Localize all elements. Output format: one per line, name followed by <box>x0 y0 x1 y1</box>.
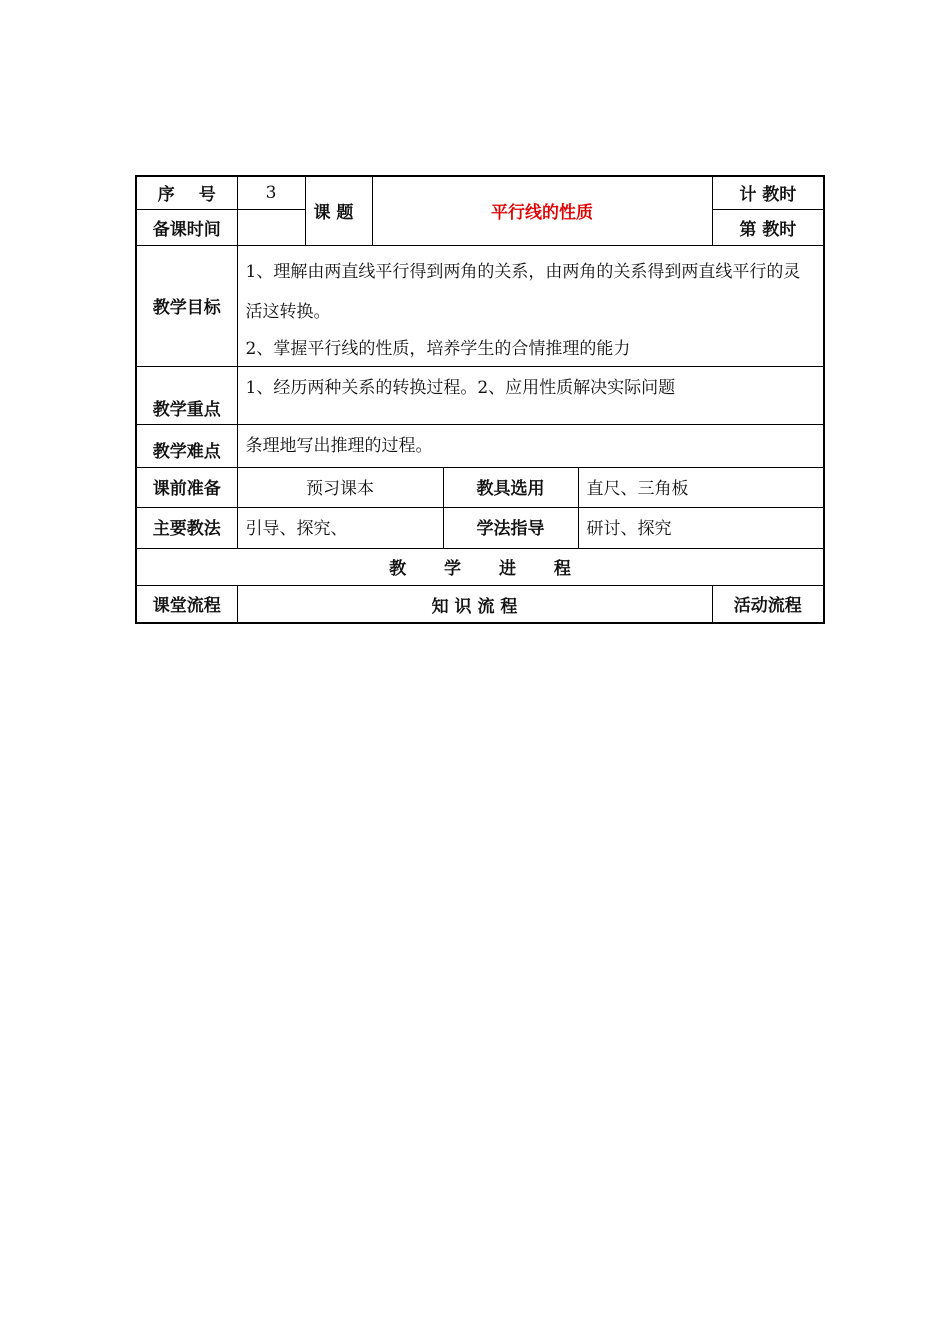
hours-label: 计 教时 <box>712 176 824 209</box>
lesson-no-label: 第 教时 <box>712 209 824 245</box>
topic-value: 平行线的性质 <box>372 176 712 245</box>
process-title: 教 学 进 程 <box>136 548 824 585</box>
seq-value: 3 <box>237 176 305 209</box>
topic-label: 课 题 <box>305 176 372 245</box>
tools-value: 直尺、三角板 <box>578 467 824 507</box>
study-label: 学法指导 <box>443 507 578 548</box>
tools-label: 教具选用 <box>443 467 578 507</box>
objectives-cell <box>237 245 824 366</box>
key-points-label: 教学重点 <box>136 366 237 424</box>
table-row <box>136 176 824 209</box>
method-label: 主要教法 <box>136 507 237 548</box>
table-row <box>136 245 824 366</box>
table-row <box>136 548 824 585</box>
activity-label: 活动流程 <box>712 585 824 623</box>
prep-time-value <box>237 209 305 245</box>
table-row <box>136 467 824 507</box>
key-points-value: 1、经历两种关系的转换过程。2、应用性质解决实际问题 <box>237 366 824 424</box>
method-value: 引导、探究、 <box>237 507 443 548</box>
table-row <box>136 585 824 623</box>
prep-time-label: 备课时间 <box>136 209 237 245</box>
objectives-label: 教学目标 <box>136 245 237 366</box>
table-row <box>136 507 824 548</box>
table-row <box>136 366 824 424</box>
knowledge-label: 知 识 流 程 <box>237 585 712 623</box>
prep-value: 预习课本 <box>237 467 443 507</box>
difficulty-label: 教学难点 <box>136 424 237 467</box>
table-row <box>136 424 824 467</box>
prep-label: 课前准备 <box>136 467 237 507</box>
flow-label: 课堂流程 <box>136 585 237 623</box>
objective-2: 2、掌握平行线的性质，培养学生的合情推理的能力 <box>245 338 631 359</box>
lesson-plan-table <box>135 175 825 624</box>
objective-1: 1、理解由两直线平行得到两角的关系，由两角的关系得到两直线平行的灵活这转换。 <box>245 261 801 322</box>
study-value: 研讨、探究 <box>578 507 824 548</box>
seq-label: 序 号 <box>136 176 237 209</box>
difficulty-value: 条理地写出推理的过程。 <box>237 424 824 467</box>
